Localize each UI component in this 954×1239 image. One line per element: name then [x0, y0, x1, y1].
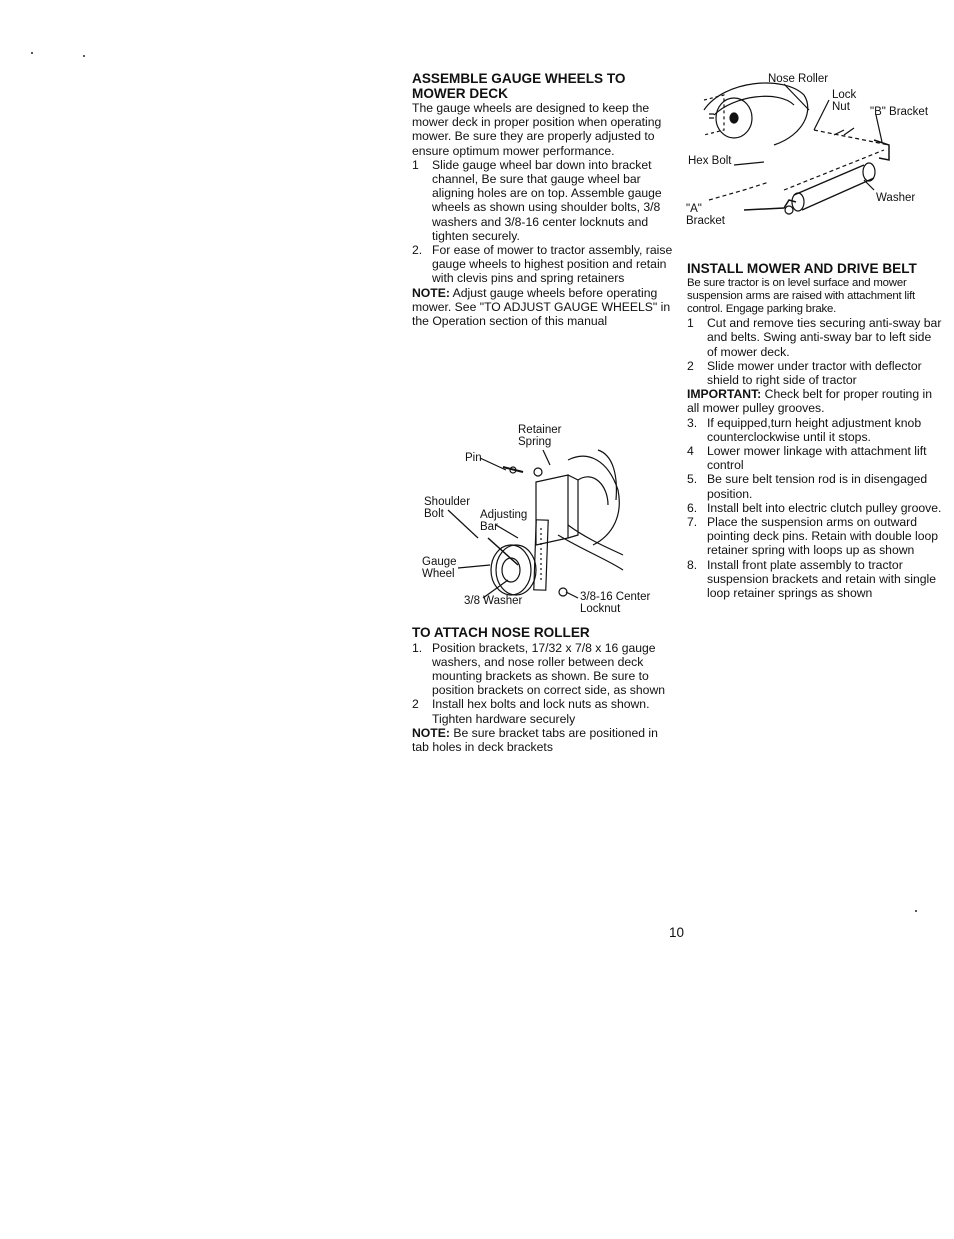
gauge-wheel-illustration: [418, 420, 663, 620]
label-adjusting-bar: Adjusting Bar: [480, 509, 528, 533]
list-item: 1. Position brackets, 17/32 x 7/8 x 16 gauge washers, and nose roller between deck mounting brackets as shown. Be sure to position brackets on correct side, as shown: [412, 640, 666, 698]
list-item: 2. For ease of mower to tractor assembly, raise gauge wheels to highest position and retain with clevis pins and spring retainers: [412, 243, 673, 286]
list-item: 6. Install belt into electric clutch pulley groove.: [687, 500, 942, 515]
label-washer: Washer: [876, 192, 916, 204]
label-pin: Pin: [465, 452, 482, 464]
label-lock-nut: Lock Nut: [832, 89, 857, 113]
label-nose-roller: Nose Roller: [768, 73, 829, 85]
list-item: 8. Install front plate assembly to tractor suspension brackets and retain with single loop retainer springs as shown: [687, 557, 936, 600]
label-center-locknut: 3/8-16 Center Locknut: [580, 591, 651, 615]
section-title-install-mower: INSTALL MOWER AND DRIVE BELT: [687, 261, 917, 276]
list-item: 2 Slide mower under tractor with deflector shield to right side of tractor: [687, 358, 922, 387]
speck-mark: [31, 52, 33, 54]
label-a-bracket: "A" Bracket: [686, 203, 725, 227]
label-gauge-wheel: Gauge Wheel: [422, 556, 457, 580]
list-item: 5. Be sure belt tension rod is in disengaged position.: [687, 472, 928, 501]
speck-mark: [915, 910, 917, 912]
gauge-steps: [412, 158, 674, 286]
install-steps-second: [687, 416, 942, 601]
nose-roller-section: [412, 626, 674, 754]
nose-steps: [412, 641, 674, 726]
label-hex-bolt: Hex Bolt: [688, 155, 732, 167]
install-important: IMPORTANT: Check belt for proper routing in all mower pulley grooves.: [687, 387, 932, 416]
install-intro: Be sure tractor is on level surface and mower suspension arms are raised with attachment lift control. Engage parking brake.: [687, 276, 916, 315]
right-column: [687, 262, 942, 600]
nose-note: NOTE: Be sure bracket tabs are positioned in tab holes in deck brackets: [412, 725, 658, 754]
list-item: 7. Place the suspension arms on outward pointing deck pins. Retain with double loop retainer spring with loops up as shown: [687, 514, 939, 558]
list-item: 2 Install hex bolts and lock nuts as shown. Tighten hardware securely: [412, 697, 650, 726]
list-item: 1 Cut and remove ties securing anti-sway bar and belts. Swing anti-sway bar to left side of mower deck.: [687, 316, 942, 359]
section-title-nose-roller: TO ATTACH NOSE ROLLER: [412, 625, 590, 640]
gauge-intro: The gauge wheels are designed to keep the mower deck in proper position when operating mower. Be sure they are properly adjusted to ensure optimum mower performance.: [412, 101, 662, 158]
label-shoulder-bolt: Shoulder Bolt: [424, 496, 471, 520]
nose-roller-figure: [684, 70, 939, 232]
gauge-note: NOTE: Adjust gauge wheels before operating mower. See "TO ADJUST GAUGE WHEELS" in the Operation section of this manual: [412, 285, 671, 329]
speck-mark: [83, 55, 85, 57]
label-washer: 3/8 Washer: [464, 595, 523, 607]
install-steps-first: [687, 316, 942, 387]
label-retainer-spring: Retainer Spring: [518, 424, 562, 448]
list-item: 3. If equipped,turn height adjustment knob counterclockwise until it stops.: [687, 415, 922, 444]
list-item: 1 Slide gauge wheel bar down into bracket channel, Be sure that gauge wheel bar aligning holes are on top. Assemble gauge wheels as shown using shoulder bolts, 3/8 washers and 3/8-16 center locknuts and tighten securely.: [412, 157, 662, 243]
label-b-bracket: "B" Bracket: [870, 106, 929, 118]
page-number: 10: [669, 925, 685, 940]
section-title-gauge-wheels: ASSEMBLE GAUGE WHEELS TO MOWER DECK: [412, 71, 626, 101]
left-column: [412, 72, 674, 328]
gauge-wheel-figure: [418, 420, 663, 620]
list-item: 4 Lower mower linkage with attachment lift control: [687, 443, 927, 473]
